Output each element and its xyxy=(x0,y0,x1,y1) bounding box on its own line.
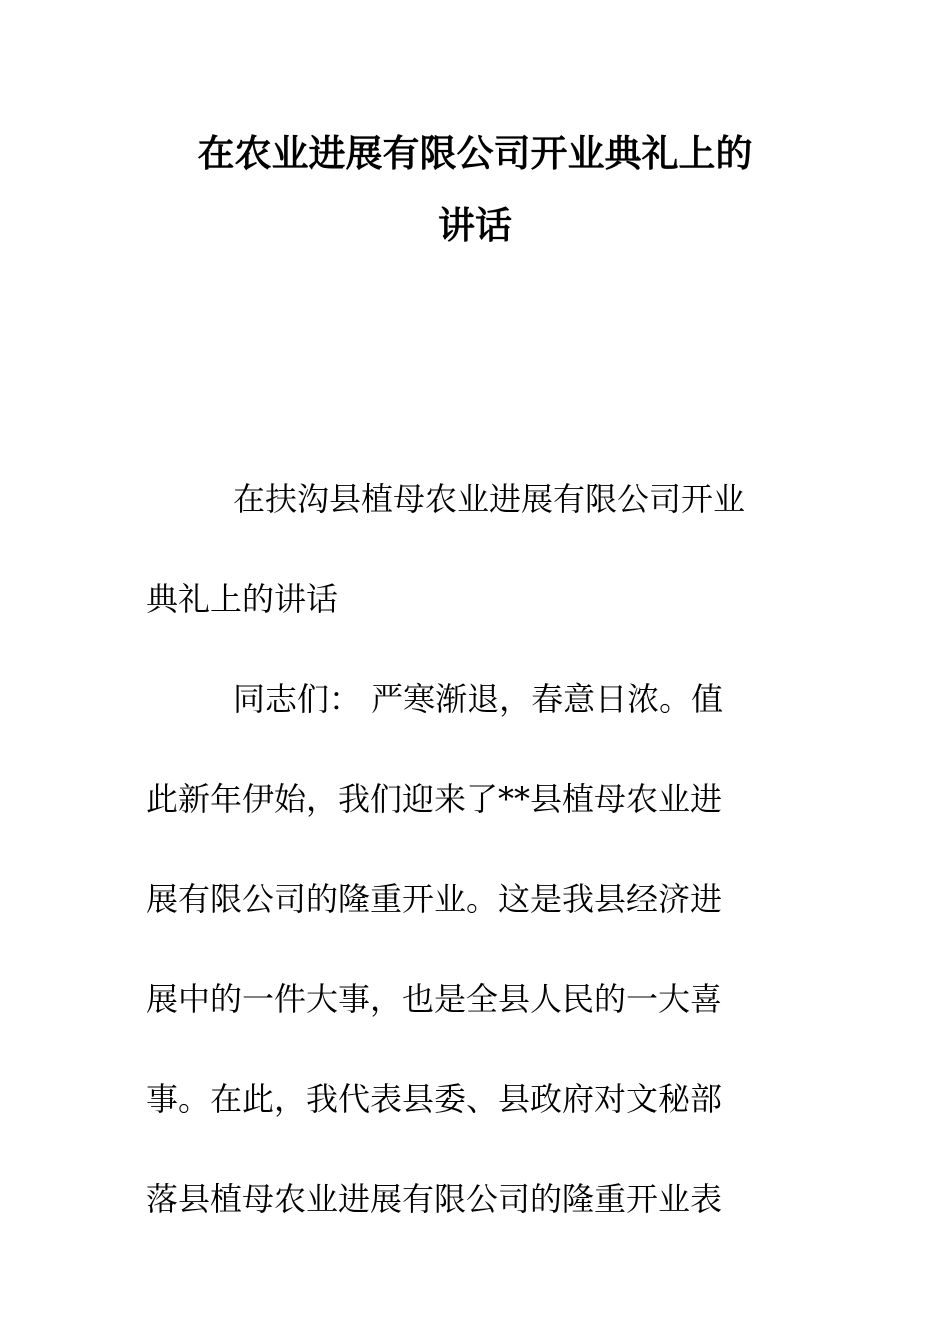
paragraph-line-7: 事。在此，我代表县委、县政府对文秘部 xyxy=(146,1080,723,1118)
paragraph-line-6: 展中的一件大事，也是全县人民的一大喜 xyxy=(146,980,723,1018)
paragraph-line-5: 展有限公司的隆重开业。这是我县经济进 xyxy=(146,880,723,918)
paragraph-line-2: 典礼上的讲话 xyxy=(146,580,339,618)
paragraph-line-8: 落县植母农业进展有限公司的隆重开业表 xyxy=(146,1180,723,1218)
paragraph-line-1: 在扶沟县植母农业进展有限公司开业 xyxy=(233,480,746,518)
document-title-line-2: 讲话 xyxy=(438,204,512,247)
document-title-line-1: 在农业进展有限公司开业典礼上的 xyxy=(197,132,753,175)
paragraph-line-3: 同志们： 严寒渐退，春意日浓。值 xyxy=(233,680,724,718)
paragraph-line-4: 此新年伊始，我们迎来了**县植母农业进 xyxy=(146,780,723,818)
